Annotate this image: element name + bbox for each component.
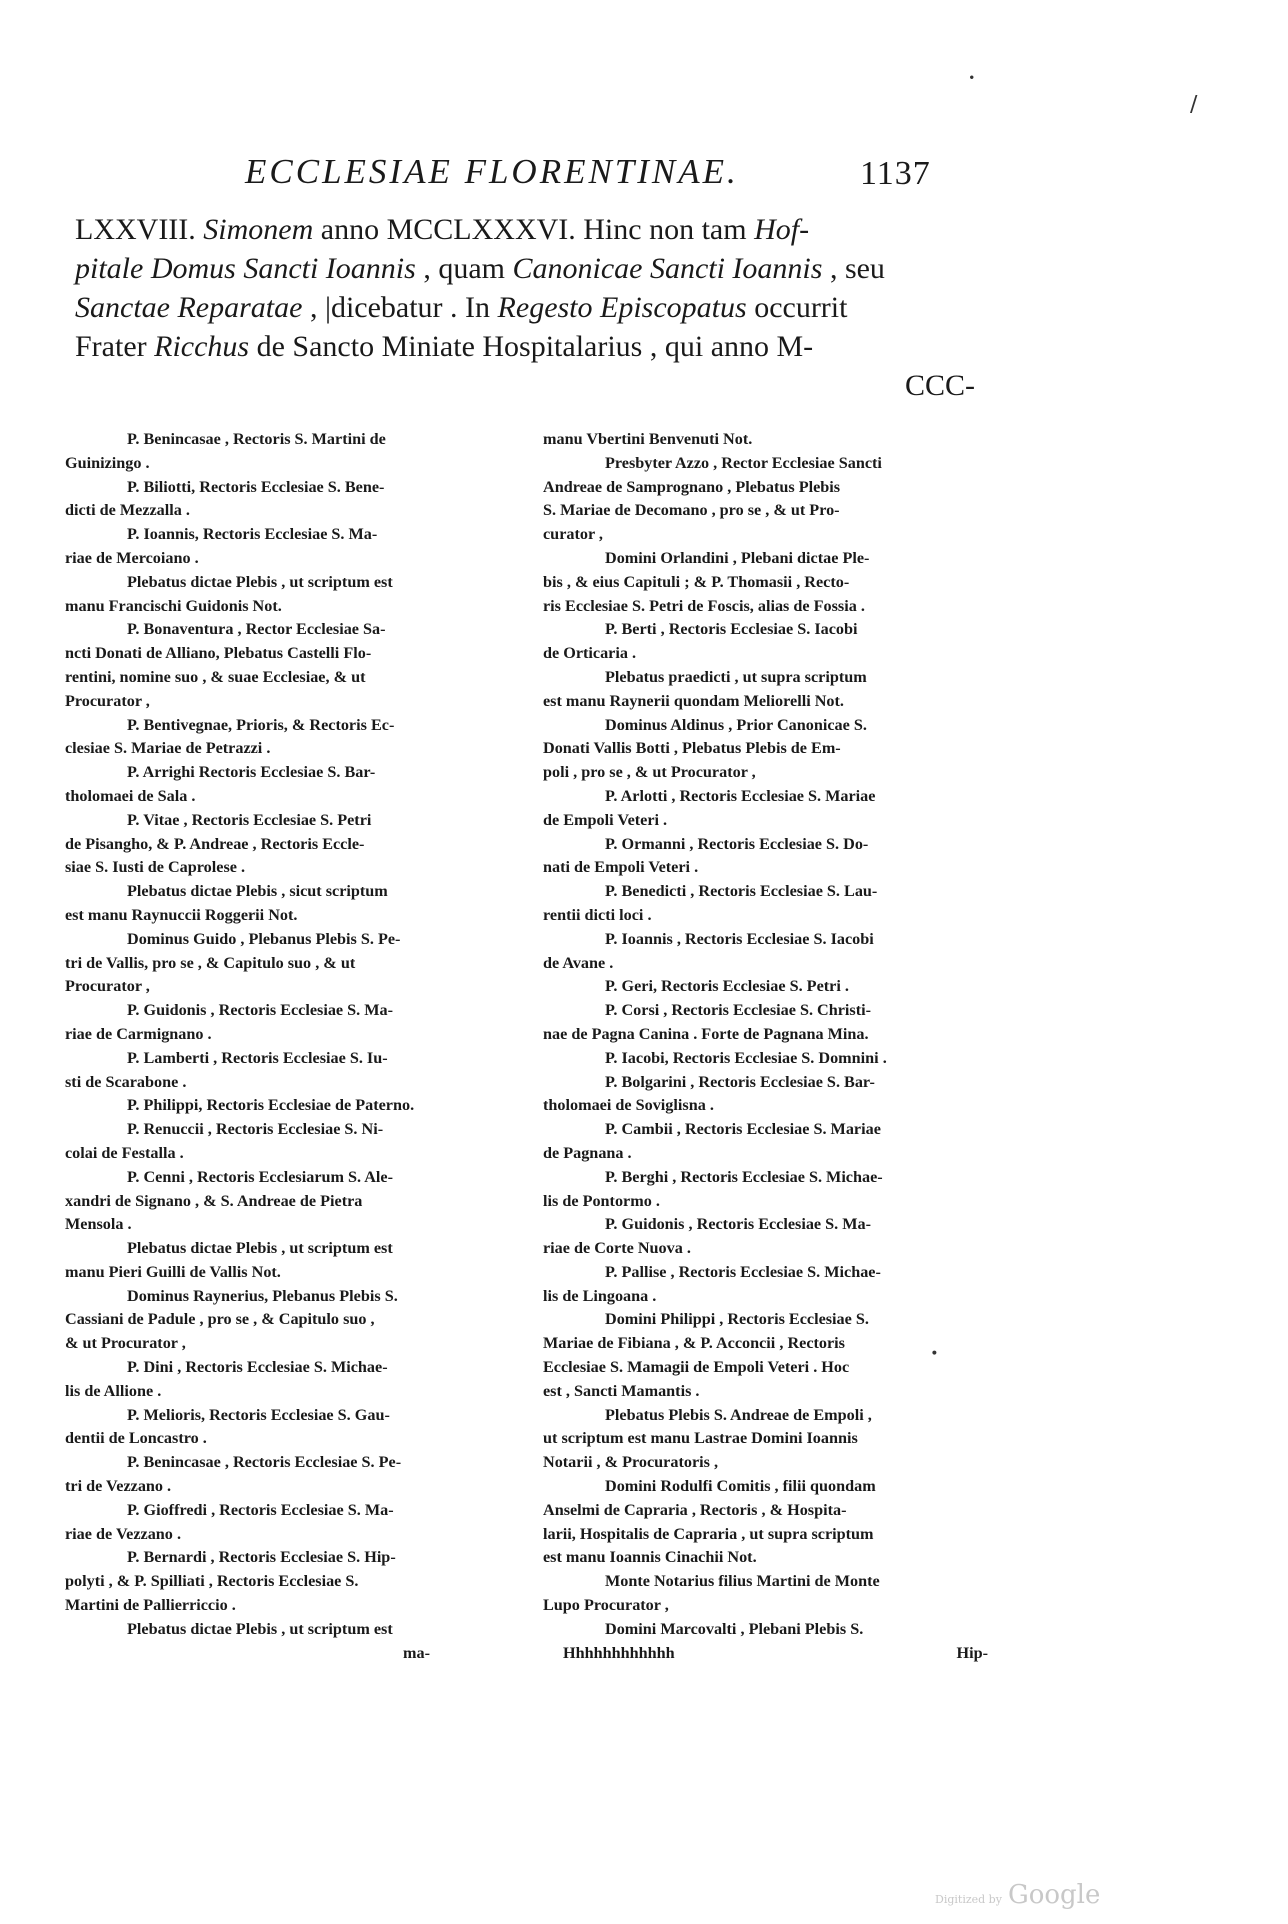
- text-line: larii, Hospitalis de Capraria , ut supra scriptum: [543, 1524, 874, 1543]
- text-line: P. Bonaventura , Rector Ecclesiae Sa-: [127, 620, 386, 639]
- text-line: rentini, nomine suo , & suae Ecclesiae, & ut: [65, 667, 366, 686]
- text-line: Plebatus dictae Plebis , ut scriptum est: [127, 1619, 393, 1638]
- text-line: riae de Vezzano .: [65, 1524, 181, 1543]
- text-line: P. Philippi, Rectoris Ecclesiae de Paterno.: [127, 1096, 415, 1115]
- text-line: est , Sancti Mamantis .: [543, 1381, 700, 1400]
- text-line: Dominus Guido , Plebanus Plebis S. Pe-: [127, 929, 401, 948]
- text-line: xandri de Signano , & S. Andreae de Pietra: [65, 1191, 363, 1210]
- text-line: Procurator ,: [65, 977, 150, 996]
- intro-italic-text: Canonicae Sancti Ioannis: [512, 252, 823, 285]
- running-title: ECCLESIAE FLORENTINAE.: [245, 152, 739, 191]
- text-line: P. Guidonis , Rectoris Ecclesiae S. Ma-: [127, 1001, 394, 1020]
- text-line: P. Biliotti, Rectoris Ecclesiae S. Bene-: [127, 477, 385, 496]
- text-line-part: Hhhhhhhhhhhh: [563, 1643, 675, 1662]
- intro-italic-text: Regesto Episcopatus: [497, 291, 747, 324]
- text-line: poli , pro se , & ut Procurator ,: [543, 763, 756, 782]
- intro-text: de Sancto Miniate Hospitalarius , qui anno M-: [249, 330, 814, 363]
- intro-text: , quam: [415, 252, 513, 285]
- scan-mark: ∙: [930, 1345, 939, 1361]
- text-line: P. Melioris, Rectoris Ecclesiae S. Gau-: [127, 1405, 390, 1424]
- text-line: est manu Raynuccii Roggerii Not.: [65, 905, 298, 924]
- text-line: P. Renuccii , Rectoris Ecclesiae S. Ni-: [127, 1120, 384, 1139]
- scan-mark: ∙: [968, 70, 976, 84]
- text-line: P. Pallise , Rectoris Ecclesiae S. Michae-: [605, 1262, 881, 1281]
- text-line: tri de Vezzano .: [65, 1477, 172, 1496]
- text-line: S. Mariae de Decomano , pro se , & ut Pro-: [543, 501, 840, 520]
- text-line: lis de Allione .: [65, 1381, 162, 1400]
- intro-italic-text: Sanctae Reparatae: [75, 291, 303, 324]
- text-line: de Avane .: [543, 953, 614, 972]
- text-line: Anselmi de Capraria , Rectoris , & Hospita-: [543, 1500, 847, 1519]
- text-line: Presbyter Azzo , Rector Ecclesiae Sancti: [605, 453, 882, 472]
- intro-text: Frater: [75, 330, 155, 363]
- catchword: ma-: [403, 1643, 430, 1662]
- text-line: P. Vitae , Rectoris Ecclesiae S. Petri: [127, 810, 372, 829]
- text-line: P. Bolgarini , Rectoris Ecclesiae S. Bar-: [605, 1072, 875, 1091]
- text-line: P. Iacobi, Rectoris Ecclesiae S. Domnini .: [605, 1048, 887, 1067]
- text-line: manu Pieri Guilli de Vallis Not.: [65, 1262, 281, 1281]
- text-line: manu Francischi Guidonis Not.: [65, 596, 282, 615]
- intro-italic-text: Hof-: [754, 213, 810, 246]
- text-line: Domini Rodulfi Comitis , filii quondam: [605, 1477, 876, 1496]
- intro-text: LXXVIII.: [75, 213, 204, 246]
- intro-text: , seu: [822, 252, 885, 285]
- intro-text: occurrit: [746, 291, 848, 324]
- text-line: P. Lamberti , Rectoris Ecclesiae S. Iu-: [127, 1048, 388, 1067]
- text-line: P. Bentivegnae, Prioris, & Rectoris Ec-: [127, 715, 395, 734]
- text-line: P. Ioannis , Rectoris Ecclesiae S. Iacobi: [605, 929, 874, 948]
- text-line: P. Arlotti , Rectoris Ecclesiae S. Mariae: [605, 786, 876, 805]
- text-line: P. Corsi , Rectoris Ecclesiae S. Christi-: [605, 1001, 871, 1020]
- text-line: est manu Ioannis Cinachii Not.: [543, 1548, 757, 1567]
- text-line: Lupo Procurator ,: [543, 1596, 669, 1615]
- text-line: Dominus Raynerius, Plebanus Plebis S.: [127, 1286, 398, 1305]
- text-line: siae S. Iusti de Caprolese .: [65, 858, 246, 877]
- text-line: ut scriptum est manu Lastrae Domini Ioannis: [543, 1429, 858, 1448]
- digitized-watermark: [935, 1880, 1100, 1910]
- watermark-brand: Google: [1007, 1880, 1101, 1910]
- text-line: P. Geri, Rectoris Ecclesiae S. Petri .: [605, 977, 849, 996]
- text-line: bis , & eius Capituli ; & P. Thomasii , Recto-: [543, 572, 850, 591]
- text-line: Notarii , & Procuratoris ,: [543, 1453, 719, 1472]
- text-line: P. Cenni , Rectoris Ecclesiarum S. Ale-: [127, 1167, 394, 1186]
- text-line: manu Vbertini Benvenuti Not.: [543, 430, 753, 448]
- text-line: de Orticaria .: [543, 644, 637, 663]
- intro-catchword: CCC-: [904, 369, 975, 402]
- text-line: Plebatus praedicti , ut supra scriptum: [605, 667, 867, 686]
- text-line: Domini Orlandini , Plebani dictae Ple-: [605, 548, 870, 567]
- text-line: lis de Pontormo .: [543, 1191, 660, 1210]
- scan-mark: ∕: [1190, 92, 1198, 117]
- text-line: Procurator ,: [65, 691, 150, 710]
- catchword: Hip-: [956, 1643, 988, 1662]
- text-line: nati de Empoli Veteri .: [543, 858, 699, 877]
- text-line: P. Ormanni , Rectoris Ecclesiae S. Do-: [605, 834, 869, 853]
- text-line: P. Gioffredi , Rectoris Ecclesiae S. Ma-: [127, 1500, 394, 1519]
- text-line: tri de Vallis, pro se , & Capitulo suo , & ut: [65, 953, 356, 972]
- page-number: 1137: [860, 155, 931, 192]
- text-line: dentii de Loncastro .: [65, 1429, 207, 1448]
- text-line: P. Cambii , Rectoris Ecclesiae S. Mariae: [605, 1120, 881, 1139]
- text-line: Plebatus dictae Plebis , ut scriptum est: [127, 572, 393, 591]
- intro-italic-text: Simonem: [203, 213, 314, 246]
- text-line: de Pisangho, & P. Andreae , Rectoris Eccle-: [65, 834, 365, 853]
- text-line: de Empoli Veteri .: [543, 810, 668, 829]
- text-line: Martini de Pallierriccio .: [65, 1596, 236, 1615]
- intro-line: [75, 249, 975, 288]
- intro-line: [75, 210, 975, 249]
- text-line: Monte Notarius filius Martini de Monte: [605, 1572, 880, 1591]
- text-line: est manu Raynerii quondam Meliorelli Not.: [543, 691, 844, 710]
- text-line: lis de Lingoana .: [543, 1286, 657, 1305]
- text-line: P. Arrighi Rectoris Ecclesiae S. Bar-: [127, 763, 376, 782]
- text-line: P. Benincasae , Rectoris Ecclesiae S. Pe-: [127, 1453, 402, 1472]
- text-line: clesiae S. Mariae de Petrazzi .: [65, 739, 271, 758]
- intro-italic-text: pitale Domus Sancti Ioannis: [75, 252, 416, 285]
- text-line: P. Guidonis , Rectoris Ecclesiae S. Ma-: [605, 1215, 872, 1234]
- text-line: Mensola .: [65, 1215, 132, 1234]
- text-line: ncti Donati de Alliano, Plebatus Castelli Flo-: [65, 644, 372, 663]
- intro-text: anno MCCLXXXVI. Hinc non tam: [313, 213, 755, 246]
- intro-line: [75, 288, 975, 327]
- text-line: riae de Mercoiano .: [65, 548, 199, 567]
- text-line: Cassiani de Padule , pro se , & Capitulo suo ,: [65, 1310, 375, 1329]
- text-line: Plebatus dictae Plebis , sicut scriptum: [127, 882, 388, 901]
- text-line: tholomaei de Soviglisna .: [543, 1096, 714, 1115]
- text-line: Dominus Aldinus , Prior Canonicae S.: [605, 715, 867, 734]
- text-line: Guinizingo .: [65, 453, 150, 472]
- text-line: sti de Scarabone .: [65, 1072, 187, 1091]
- intro-text: , |dicebatur . In: [302, 291, 498, 324]
- text-line: Andreae de Samprognano , Plebatus Plebis: [543, 477, 841, 496]
- text-line: colai de Festalla .: [65, 1143, 184, 1162]
- text-line: & ut Procurator ,: [65, 1334, 186, 1353]
- text-line: P. Benedicti , Rectoris Ecclesiae S. Lau-: [605, 882, 878, 901]
- text-line: P. Dini , Rectoris Ecclesiae S. Michae-: [127, 1358, 388, 1377]
- left-column: [65, 428, 520, 1665]
- text-line: P. Berti , Rectoris Ecclesiae S. Iacobi: [605, 620, 858, 639]
- text-line: Domini Philippi , Rectoris Ecclesiae S.: [605, 1310, 869, 1329]
- text-line: [543, 1642, 998, 1666]
- text-line: P. Benincasae , Rectoris S. Martini de: [127, 430, 386, 448]
- text-line: curator ,: [543, 525, 603, 544]
- right-column: [543, 428, 998, 1665]
- text-line: Mariae de Fibiana , & P. Acconcii , Rectoris: [543, 1334, 845, 1353]
- text-line: de Pagnana .: [543, 1143, 632, 1162]
- text-line: polyti , & P. Spilliati , Rectoris Ecclesiae S.: [65, 1572, 359, 1591]
- intro-italic-text: Ricchus: [154, 330, 250, 363]
- text-line: P. Bernardi , Rectoris Ecclesiae S. Hip-: [127, 1548, 396, 1567]
- text-line: Plebatus dictae Plebis , ut scriptum est: [127, 1239, 393, 1258]
- text-line: Domini Marcovalti , Plebani Plebis S.: [605, 1619, 864, 1638]
- intro-paragraph: [75, 210, 975, 405]
- text-line: Donati Vallis Botti , Plebatus Plebis de Em-: [543, 739, 841, 758]
- text-line: Ecclesiae S. Mamagii de Empoli Veteri . Hoc: [543, 1358, 850, 1377]
- text-line: riae de Carmignano .: [65, 1024, 212, 1043]
- text-line: nae de Pagna Canina . Forte de Pagnana Mina.: [543, 1024, 869, 1043]
- text-line: dicti de Mezzalla .: [65, 501, 190, 520]
- text-line: riae de Corte Nuova .: [543, 1239, 691, 1258]
- intro-line: [75, 327, 975, 366]
- text-line: P. Berghi , Rectoris Ecclesiae S. Michae-: [605, 1167, 883, 1186]
- text-line: rentii dicti loci .: [543, 905, 652, 924]
- text-line: P. Ioannis, Rectoris Ecclesiae S. Ma-: [127, 525, 378, 544]
- text-line: Plebatus Plebis S. Andreae de Empoli ,: [605, 1405, 872, 1424]
- watermark-small: Digitized by: [935, 1893, 1002, 1906]
- text-line: ris Ecclesiae S. Petri de Foscis, alias de Fossia .: [543, 596, 865, 615]
- text-line: tholomaei de Sala .: [65, 786, 196, 805]
